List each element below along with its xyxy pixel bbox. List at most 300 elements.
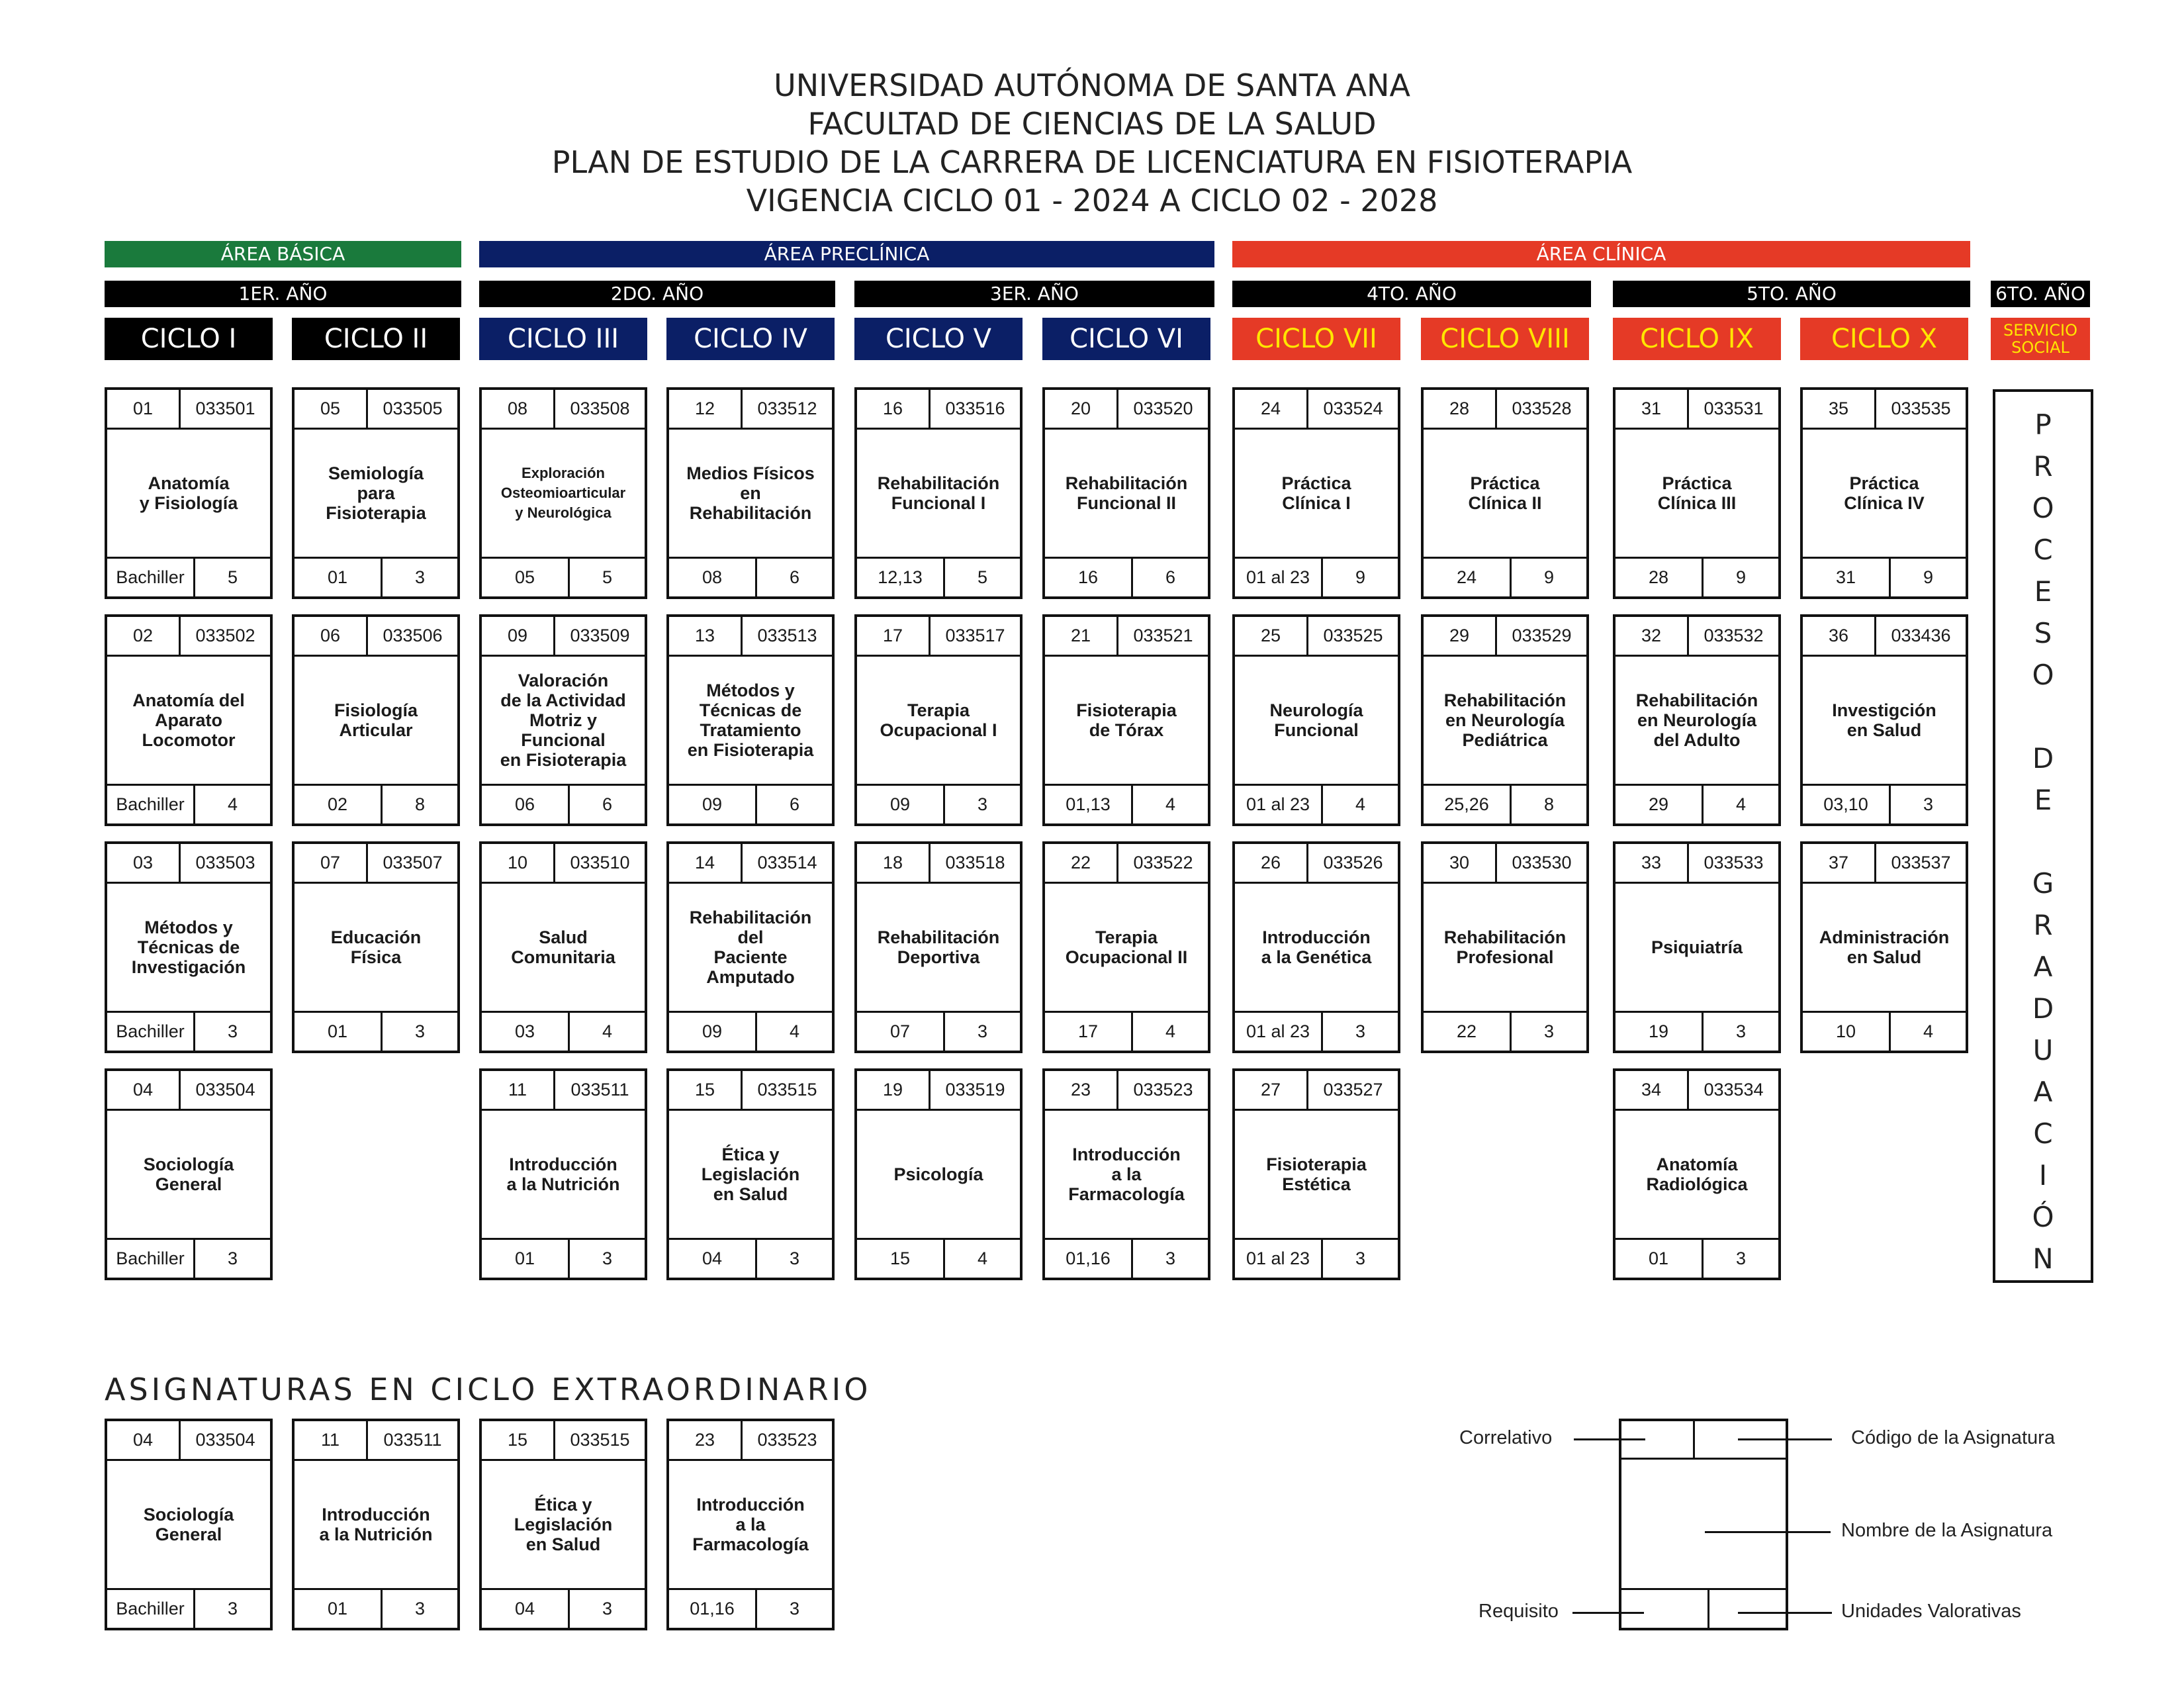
subject-code: 033511 bbox=[383, 1430, 442, 1450]
subject-correlative: 12 bbox=[694, 399, 715, 418]
subject-card bbox=[105, 1419, 273, 1630]
subject-units: 3 bbox=[414, 1599, 426, 1618]
subject-card bbox=[666, 614, 835, 826]
subject-units: 4 bbox=[602, 1021, 613, 1041]
subject-name: Educación Física bbox=[330, 927, 422, 967]
subject-name: Rehabilitación Funcional I bbox=[877, 473, 1000, 513]
legend-requisito-line bbox=[1572, 1612, 1644, 1614]
subject-prerequisite: 19 bbox=[1648, 1021, 1669, 1041]
card-footer bbox=[1803, 784, 1966, 823]
subject-units: 3 bbox=[414, 567, 426, 587]
subject-code: 033522 bbox=[1133, 853, 1193, 872]
subject-prerequisite: 05 bbox=[514, 567, 535, 587]
graduation-letter: Ó bbox=[2032, 1201, 2054, 1233]
subject-units: 6 bbox=[789, 794, 800, 814]
subject-name: Anatomía y Fisiología bbox=[139, 473, 238, 513]
subject-name: Valoración de la Actividad Motriz y Funcional en Fisioterapia bbox=[500, 671, 627, 770]
subject-correlative: 06 bbox=[320, 626, 341, 645]
subject-code: 033504 bbox=[195, 1080, 255, 1100]
subject-card bbox=[666, 1068, 835, 1280]
subject-card bbox=[1800, 614, 1968, 826]
card-footer bbox=[1615, 1011, 1778, 1051]
subject-correlative: 09 bbox=[507, 626, 528, 645]
subject-name: Introducción a la Nutrición bbox=[319, 1505, 433, 1544]
subject-units: 3 bbox=[977, 794, 988, 814]
graduation-letter: N bbox=[2032, 1243, 2054, 1275]
subject-correlative: 19 bbox=[882, 1080, 903, 1100]
card-header bbox=[482, 617, 645, 657]
subject-name: Métodos y Técnicas de Tratamiento en Fisioterapia bbox=[687, 680, 814, 760]
subject-prerequisite: 16 bbox=[1077, 567, 1099, 587]
card-footer bbox=[1235, 557, 1398, 596]
card-footer bbox=[1803, 1011, 1966, 1051]
subject-code: 033506 bbox=[383, 626, 443, 645]
subject-correlative: 37 bbox=[1828, 853, 1849, 872]
subject-correlative: 26 bbox=[1260, 853, 1281, 872]
subject-code: 033537 bbox=[1891, 853, 1951, 872]
subject-units: 4 bbox=[789, 1021, 800, 1041]
subject-prerequisite: 28 bbox=[1648, 567, 1669, 587]
subject-card bbox=[1042, 1068, 1210, 1280]
card-footer bbox=[669, 557, 832, 596]
subject-units: 3 bbox=[227, 1021, 238, 1041]
legend-correlativo-line bbox=[1574, 1438, 1645, 1440]
subject-prerequisite: 03 bbox=[514, 1021, 535, 1041]
graduation-letter: I bbox=[2038, 1159, 2048, 1192]
subject-name: Neurología Funcional bbox=[1269, 700, 1363, 740]
card-footer bbox=[1235, 1011, 1398, 1051]
cycle-band-2: CICLO II bbox=[292, 318, 460, 360]
card-header bbox=[107, 617, 270, 657]
subject-correlative: 11 bbox=[508, 1080, 527, 1100]
subject-correlative: 28 bbox=[1449, 399, 1470, 418]
subject-prerequisite: 01,16 bbox=[690, 1599, 735, 1618]
card-footer bbox=[482, 1588, 645, 1628]
card-header bbox=[1803, 844, 1966, 884]
subject-code: 033523 bbox=[1133, 1080, 1193, 1100]
card-header bbox=[107, 844, 270, 884]
legend-requisito-label: Requisito bbox=[1479, 1601, 1559, 1622]
subject-card bbox=[1613, 614, 1781, 826]
subject-correlative: 01 bbox=[132, 399, 154, 418]
subject-units: 8 bbox=[1543, 794, 1555, 814]
subject-prerequisite: 24 bbox=[1456, 567, 1477, 587]
subject-code: 033519 bbox=[945, 1080, 1005, 1100]
card-footer bbox=[1045, 1238, 1208, 1278]
social-service-line-1: SERVICIO bbox=[2003, 321, 2077, 340]
subject-name: Introducción a la Farmacología bbox=[692, 1495, 809, 1554]
subject-correlative: 05 bbox=[320, 399, 341, 418]
subject-prerequisite: 01 al 23 bbox=[1246, 1021, 1310, 1041]
card-header bbox=[857, 844, 1020, 884]
cycle-band-5: CICLO V bbox=[854, 318, 1023, 360]
subject-units: 4 bbox=[1735, 794, 1747, 814]
subject-prerequisite: 01 bbox=[1648, 1248, 1669, 1268]
university-name: UNIVERSIDAD AUTÓNOMA DE SANTA ANA bbox=[774, 68, 1410, 103]
subject-prerequisite: 25,26 bbox=[1444, 794, 1489, 814]
subject-card bbox=[666, 387, 835, 599]
subject-prerequisite: 07 bbox=[889, 1021, 911, 1041]
subject-card bbox=[1042, 387, 1210, 599]
subject-units: 3 bbox=[789, 1599, 800, 1618]
card-footer bbox=[295, 1588, 457, 1628]
subject-units: 5 bbox=[602, 567, 613, 587]
subject-card bbox=[479, 1068, 647, 1280]
subject-code: 033530 bbox=[1512, 853, 1572, 872]
legend-nombre-label: Nombre de la Asignatura bbox=[1841, 1520, 2053, 1541]
subject-prerequisite: 12,13 bbox=[878, 567, 923, 587]
subject-correlative: 15 bbox=[507, 1430, 528, 1450]
area-band-2: ÁREA PRECLÍNICA bbox=[479, 241, 1214, 267]
subject-name: Administración en Salud bbox=[1819, 927, 1950, 967]
graduation-letter: O bbox=[2032, 659, 2054, 691]
subject-name: Medios Físicos en Rehabilitación bbox=[686, 463, 815, 523]
card-header bbox=[295, 844, 457, 884]
subject-units: 3 bbox=[1355, 1021, 1366, 1041]
card-footer bbox=[1615, 784, 1778, 823]
subject-correlative: 13 bbox=[694, 626, 715, 645]
card-footer bbox=[1615, 557, 1778, 596]
subject-card bbox=[479, 614, 647, 826]
subject-code: 033502 bbox=[195, 626, 255, 645]
cycle-band-7: CICLO VII bbox=[1232, 318, 1400, 360]
card-header bbox=[1803, 617, 1966, 657]
card-footer bbox=[1615, 1238, 1778, 1278]
subject-prerequisite: Bachiller bbox=[116, 794, 185, 814]
graduation-letter: R bbox=[2033, 450, 2053, 483]
subject-name: Rehabilitación en Neurología del Adulto bbox=[1635, 690, 1758, 750]
subject-units: 4 bbox=[1923, 1021, 1934, 1041]
subject-prerequisite: 06 bbox=[514, 794, 535, 814]
subject-name: Práctica Clínica IV bbox=[1844, 473, 1925, 513]
subject-code: 033526 bbox=[1323, 853, 1383, 872]
card-header bbox=[1424, 844, 1586, 884]
subject-correlative: 34 bbox=[1641, 1080, 1662, 1100]
subject-code: 033509 bbox=[570, 626, 630, 645]
subject-card bbox=[1232, 387, 1400, 599]
subject-code: 033520 bbox=[1133, 399, 1193, 418]
subject-card bbox=[105, 614, 273, 826]
subject-code: 033515 bbox=[570, 1430, 630, 1450]
card-footer bbox=[1424, 784, 1586, 823]
card-header bbox=[857, 390, 1020, 430]
subject-card bbox=[1232, 614, 1400, 826]
card-header bbox=[295, 390, 457, 430]
subject-card bbox=[666, 1419, 835, 1630]
legend-codigo-line bbox=[1738, 1438, 1832, 1440]
subject-prerequisite: 09 bbox=[702, 1021, 723, 1041]
subject-units: 4 bbox=[1355, 794, 1366, 814]
card-footer bbox=[482, 1011, 645, 1051]
subject-code: 033503 bbox=[195, 853, 255, 872]
subject-units: 4 bbox=[1165, 1021, 1176, 1041]
card-footer bbox=[482, 557, 645, 596]
subject-card bbox=[1800, 387, 1968, 599]
card-header bbox=[1045, 617, 1208, 657]
card-header bbox=[669, 390, 832, 430]
subject-card bbox=[292, 387, 460, 599]
subject-prerequisite: 31 bbox=[1835, 567, 1856, 587]
subject-card bbox=[292, 841, 460, 1053]
card-footer bbox=[295, 557, 457, 596]
subject-correlative: 04 bbox=[132, 1430, 154, 1450]
subject-correlative: 08 bbox=[507, 399, 528, 418]
subject-correlative: 24 bbox=[1260, 399, 1281, 418]
subject-card bbox=[1042, 841, 1210, 1053]
graduation-letter: C bbox=[2033, 534, 2053, 566]
subject-units: 9 bbox=[1543, 567, 1555, 587]
graduation-letter: G bbox=[2032, 867, 2054, 900]
subject-correlative: 02 bbox=[132, 626, 154, 645]
card-footer bbox=[1045, 557, 1208, 596]
cycle-band-9: CICLO IX bbox=[1613, 318, 1781, 360]
subject-name: Terapia Ocupacional I bbox=[880, 700, 997, 740]
subject-code: 033528 bbox=[1512, 399, 1572, 418]
subject-code: 033527 bbox=[1323, 1080, 1383, 1100]
card-footer bbox=[857, 1238, 1020, 1278]
subject-code: 033515 bbox=[757, 1080, 817, 1100]
card-header bbox=[1235, 844, 1398, 884]
year-band-1: 1ER. AÑO bbox=[105, 281, 461, 307]
subject-units: 5 bbox=[977, 567, 988, 587]
subject-correlative: 03 bbox=[132, 853, 154, 872]
graduation-letter: E bbox=[2034, 575, 2052, 608]
social-service-line-2: SOCIAL bbox=[2011, 338, 2070, 357]
subject-units: 3 bbox=[227, 1599, 238, 1618]
graduation-letter: P bbox=[2034, 408, 2052, 441]
cycle-band-1: CICLO I bbox=[105, 318, 273, 360]
cycle-band-6: CICLO VI bbox=[1042, 318, 1210, 360]
subject-units: 3 bbox=[789, 1248, 800, 1268]
card-footer bbox=[107, 784, 270, 823]
card-header bbox=[1045, 1071, 1208, 1111]
subject-name: Exploración Osteomioarticular y Neurológica bbox=[500, 465, 626, 521]
subject-card bbox=[105, 387, 273, 599]
subject-card bbox=[854, 1068, 1023, 1280]
card-header bbox=[1045, 844, 1208, 884]
card-footer bbox=[1235, 784, 1398, 823]
subject-prerequisite: 01 al 23 bbox=[1246, 1248, 1310, 1268]
subject-units: 3 bbox=[1543, 1021, 1555, 1041]
subject-name: Métodos y Técnicas de Investigación bbox=[131, 917, 246, 977]
subject-correlative: 04 bbox=[132, 1080, 154, 1100]
card-header bbox=[1803, 390, 1966, 430]
subject-units: 9 bbox=[1923, 567, 1934, 587]
subject-correlative: 11 bbox=[320, 1430, 340, 1450]
subject-name: Fisiología Articular bbox=[334, 700, 418, 740]
card-footer bbox=[1424, 1011, 1586, 1051]
cycle-band-8: CICLO VIII bbox=[1421, 318, 1589, 360]
subject-card bbox=[666, 841, 835, 1053]
subject-prerequisite: 01 bbox=[327, 1599, 348, 1618]
subject-name: Rehabilitación del Paciente Amputado bbox=[689, 908, 812, 987]
subject-name: Ética y Legislación en Salud bbox=[514, 1495, 613, 1554]
card-header bbox=[482, 1421, 645, 1461]
graduation-letter: O bbox=[2032, 492, 2054, 524]
card-footer bbox=[1424, 557, 1586, 596]
faculty-name: FACULTAD DE CIENCIAS DE LA SALUD bbox=[807, 106, 1377, 142]
subject-prerequisite: 04 bbox=[702, 1248, 723, 1268]
subject-name: Psicología bbox=[893, 1164, 983, 1184]
subject-name: Sociología General bbox=[143, 1505, 234, 1544]
subject-correlative: 32 bbox=[1641, 626, 1662, 645]
subject-prerequisite: Bachiller bbox=[116, 1021, 185, 1041]
year-band-4: 4TO. AÑO bbox=[1232, 281, 1591, 307]
card-header bbox=[482, 844, 645, 884]
subject-name: Semiología para Fisioterapia bbox=[326, 463, 426, 523]
subject-prerequisite: 04 bbox=[514, 1599, 535, 1618]
graduation-letter: C bbox=[2033, 1117, 2053, 1150]
subject-units: 3 bbox=[602, 1599, 613, 1618]
social-service-band bbox=[1991, 318, 2090, 360]
card-header bbox=[1615, 844, 1778, 884]
subject-correlative: 16 bbox=[882, 399, 903, 418]
subject-code: 033512 bbox=[757, 399, 817, 418]
subject-prerequisite: 01,13 bbox=[1066, 794, 1111, 814]
subject-card bbox=[1421, 841, 1589, 1053]
subject-name: Anatomía del Aparato Locomotor bbox=[132, 690, 245, 750]
subject-units: 6 bbox=[602, 794, 613, 814]
subject-units: 8 bbox=[414, 794, 426, 814]
subject-units: 3 bbox=[1165, 1248, 1176, 1268]
subject-code: 033511 bbox=[570, 1080, 629, 1100]
card-footer bbox=[107, 1588, 270, 1628]
subject-name: Rehabilitación Funcional II bbox=[1065, 473, 1188, 513]
subject-units: 3 bbox=[1735, 1021, 1747, 1041]
subject-name: Rehabilitación en Neurología Pediátrica bbox=[1443, 690, 1567, 750]
subject-units: 3 bbox=[1923, 794, 1934, 814]
subject-prerequisite: 10 bbox=[1835, 1021, 1856, 1041]
subject-code: 033516 bbox=[945, 399, 1005, 418]
legend-sample-card bbox=[1619, 1419, 1788, 1630]
card-footer bbox=[669, 1238, 832, 1278]
subject-name: Rehabilitación Deportiva bbox=[877, 927, 1000, 967]
subject-correlative: 18 bbox=[882, 853, 903, 872]
subject-card bbox=[1232, 841, 1400, 1053]
subject-correlative: 23 bbox=[1070, 1080, 1091, 1100]
subject-name: Introducción a la Nutrición bbox=[506, 1154, 620, 1194]
card-footer bbox=[669, 1011, 832, 1051]
validity-period: VIGENCIA CICLO 01 - 2024 A CICLO 02 - 2028 bbox=[746, 183, 1438, 218]
subject-prerequisite: 01 bbox=[514, 1248, 535, 1268]
card-header bbox=[857, 617, 1020, 657]
subject-units: 6 bbox=[1165, 567, 1176, 587]
subject-code: 033508 bbox=[570, 399, 630, 418]
subject-prerequisite: 01,16 bbox=[1066, 1248, 1111, 1268]
subject-card bbox=[292, 614, 460, 826]
subject-card bbox=[479, 387, 647, 599]
subject-correlative: 33 bbox=[1641, 853, 1662, 872]
subject-code: 033533 bbox=[1704, 853, 1764, 872]
subject-code: 033436 bbox=[1891, 626, 1951, 645]
subject-units: 3 bbox=[977, 1021, 988, 1041]
subject-prerequisite: 09 bbox=[889, 794, 911, 814]
subject-code: 033525 bbox=[1323, 626, 1383, 645]
subject-prerequisite: 01 al 23 bbox=[1246, 567, 1310, 587]
subject-code: 033501 bbox=[195, 399, 255, 418]
card-header bbox=[482, 1071, 645, 1111]
subject-card bbox=[854, 387, 1023, 599]
subject-correlative: 36 bbox=[1828, 626, 1849, 645]
subject-code: 033514 bbox=[757, 853, 817, 872]
legend-nombre-line bbox=[1705, 1531, 1831, 1533]
subject-name: Investigción en Salud bbox=[1832, 700, 1936, 740]
subject-prerequisite: 08 bbox=[702, 567, 723, 587]
subject-code: 033507 bbox=[383, 853, 443, 872]
card-header bbox=[295, 617, 457, 657]
subject-units: 3 bbox=[602, 1248, 613, 1268]
subject-correlative: 23 bbox=[694, 1430, 715, 1450]
cycle-band-10: CICLO X bbox=[1800, 318, 1968, 360]
subject-code: 033532 bbox=[1704, 626, 1764, 645]
cycle-band-3: CICLO III bbox=[479, 318, 647, 360]
subject-code: 033504 bbox=[195, 1430, 255, 1450]
subject-card bbox=[854, 841, 1023, 1053]
card-header bbox=[1235, 617, 1398, 657]
subject-code: 033521 bbox=[1133, 626, 1193, 645]
subject-units: 4 bbox=[977, 1248, 988, 1268]
card-header bbox=[1424, 617, 1586, 657]
plan-title: PLAN DE ESTUDIO DE LA CARRERA DE LICENCIATURA EN FISIOTERAPIA bbox=[551, 144, 1633, 180]
subject-name: Ética y Legislación en Salud bbox=[701, 1145, 800, 1204]
card-header bbox=[482, 390, 645, 430]
card-footer bbox=[295, 1011, 457, 1051]
subject-units: 3 bbox=[227, 1248, 238, 1268]
subject-prerequisite: Bachiller bbox=[116, 567, 185, 587]
subject-correlative: 10 bbox=[507, 853, 528, 872]
subject-prerequisite: 09 bbox=[702, 794, 723, 814]
subject-prerequisite: 15 bbox=[889, 1248, 911, 1268]
card-header bbox=[669, 844, 832, 884]
extraordinary-cycle-title: ASIGNATURAS EN CICLO EXTRAORDINARIO bbox=[105, 1372, 872, 1407]
subject-card bbox=[1421, 387, 1589, 599]
subject-correlative: 22 bbox=[1070, 853, 1091, 872]
subject-prerequisite: 22 bbox=[1456, 1021, 1477, 1041]
subject-name: Anatomía Radiológica bbox=[1646, 1154, 1748, 1194]
card-footer bbox=[295, 784, 457, 823]
subject-code: 033531 bbox=[1704, 399, 1764, 418]
subject-card bbox=[479, 1419, 647, 1630]
card-header bbox=[295, 1421, 457, 1461]
graduation-letter: E bbox=[2034, 784, 2052, 816]
subject-prerequisite: 01 al 23 bbox=[1246, 794, 1310, 814]
card-footer bbox=[107, 1238, 270, 1278]
area-band-3: ÁREA CLÍNICA bbox=[1232, 241, 1970, 267]
subject-correlative: 21 bbox=[1070, 626, 1091, 645]
card-footer bbox=[482, 784, 645, 823]
subject-code: 033535 bbox=[1891, 399, 1951, 418]
subject-prerequisite: Bachiller bbox=[116, 1599, 185, 1618]
card-header bbox=[669, 617, 832, 657]
subject-name: Introducción a la Farmacología bbox=[1068, 1145, 1185, 1204]
subject-correlative: 31 bbox=[1641, 399, 1662, 418]
area-band-1: ÁREA BÁSICA bbox=[105, 241, 461, 267]
subject-prerequisite: 29 bbox=[1648, 794, 1669, 814]
subject-correlative: 30 bbox=[1449, 853, 1470, 872]
subject-name: Salud Comunitaria bbox=[511, 927, 615, 967]
subject-units: 3 bbox=[1355, 1248, 1366, 1268]
year-band-2: 2DO. AÑO bbox=[479, 281, 835, 307]
subject-name: Rehabilitación Profesional bbox=[1443, 927, 1567, 967]
subject-prerequisite: Bachiller bbox=[116, 1248, 185, 1268]
card-footer bbox=[857, 784, 1020, 823]
card-header bbox=[1235, 1071, 1398, 1111]
card-footer bbox=[669, 784, 832, 823]
subject-card bbox=[105, 841, 273, 1053]
card-footer bbox=[1045, 1011, 1208, 1051]
subject-units: 9 bbox=[1735, 567, 1747, 587]
card-footer bbox=[107, 1011, 270, 1051]
